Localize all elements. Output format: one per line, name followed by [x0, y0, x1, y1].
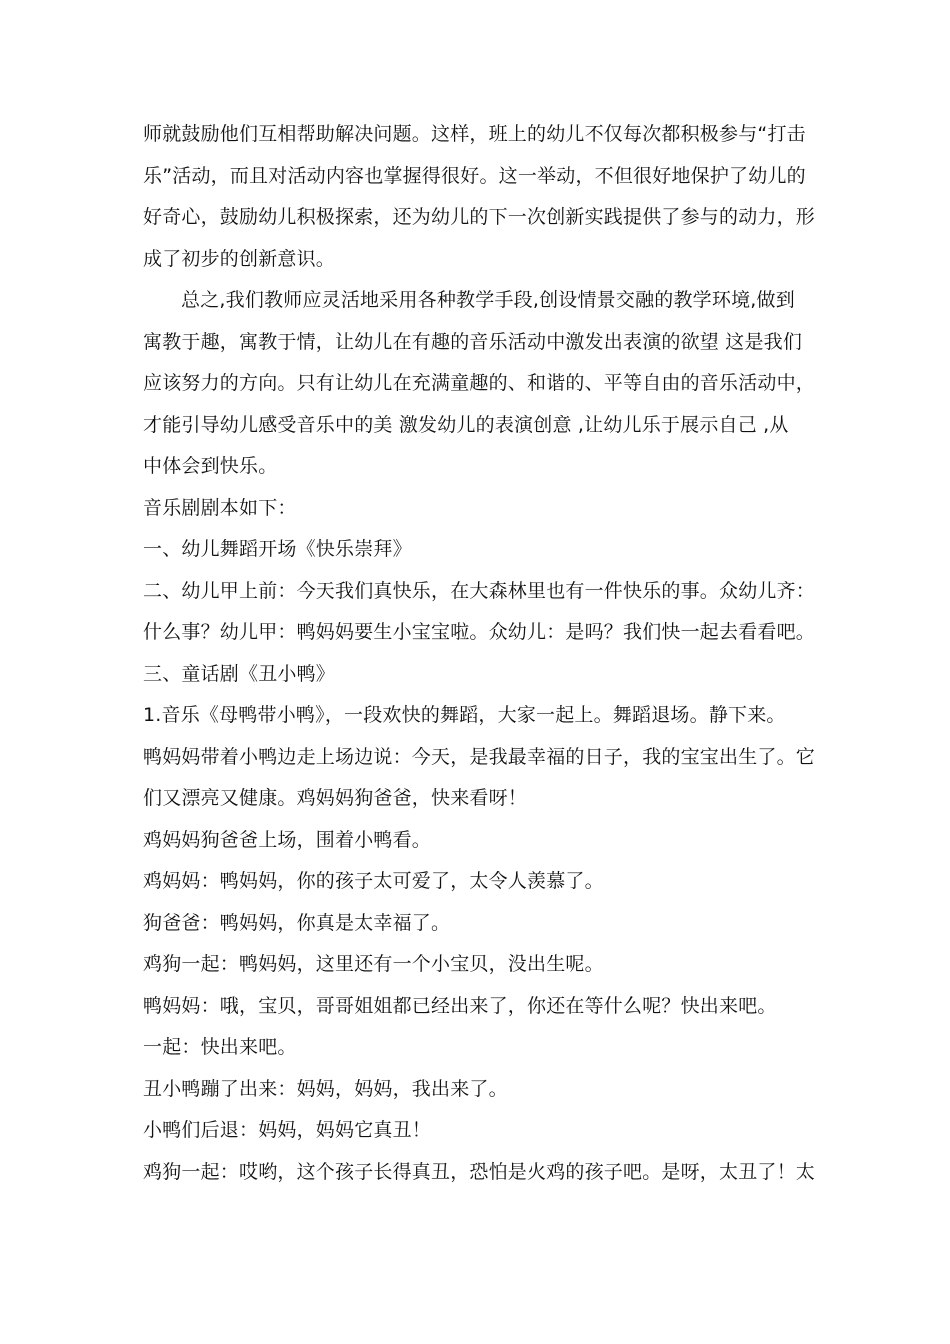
script-heading: 音乐剧剧本如下：: [143, 496, 297, 519]
text-line-4: 成了初步的创新意识。: [143, 247, 336, 270]
script-line-3: 们又漂亮又健康。鸡妈妈狗爸爸，快来看呀！: [143, 787, 528, 809]
section-1-heading: 一、幼儿舞蹈开场《快乐崇拜》: [143, 538, 412, 560]
text-line-5: 总之,我们教师应灵活地采用各种教学手段,创设情景交融的教学环境,做到: [181, 289, 795, 311]
script-line-7: 鸡狗一起：鸭妈妈，这里还有一个小宝贝，没出生呢。: [143, 953, 604, 975]
text-line-7: 应该努力的方向。只有让幼儿在充满童趣的、和谐的、平等自由的音乐活动中，: [143, 372, 816, 394]
text-line-2: 乐”活动，而且对活动内容也掌握得很好。这一举动，不但很好地保护了幼儿的: [143, 164, 806, 187]
section-2-line-1: 二、幼儿甲上前：今天我们真快乐，在大森林里也有一件快乐的事。众幼儿齐：: [143, 579, 816, 602]
text-line-1: 师就鼓励他们互相帮助解决问题。这样，班上的幼儿不仅每次都积极参与“打击: [143, 123, 806, 145]
script-line-11: 小鸭们后退：妈妈，妈妈它真丑！: [143, 1119, 432, 1141]
script-line-6: 狗爸爸：鸭妈妈，你真是太幸福了。: [143, 911, 451, 934]
script-line-1: 1.音乐《母鸭带小鸭》，一段欢快的舞蹈，大家一起上。舞蹈退场。静下来。: [143, 704, 786, 726]
text-line-6: 寓教于趣，寓教于情，让幼儿在有趣的音乐活动中激发出表演的欲望 这是我们: [143, 330, 803, 353]
script-line-2: 鸭妈妈带着小鸭边走上场边说：今天，是我最幸福的日子，我的宝宝出生了。它: [143, 745, 816, 768]
script-line-12: 鸡狗一起：哎哟，这个孩子长得真丑，恐怕是火鸡的孩子吧。是呀，太丑了！太: [143, 1160, 816, 1183]
section-2-line-2: 什么事？幼儿甲：鸭妈妈要生小宝宝啦。众幼儿：是吗？我们快一起去看看吧。: [143, 621, 816, 643]
script-line-10: 丑小鸭蹦了出来：妈妈，妈妈，我出来了。: [143, 1077, 508, 1100]
section-3-heading: 三、童话剧《丑小鸭》: [143, 662, 336, 685]
text-line-8: 才能引导幼儿感受音乐中的美 激发幼儿的表演创意 ,让幼儿乐于展示自己 ,从: [143, 413, 789, 436]
script-line-5: 鸡妈妈：鸭妈妈，你的孩子太可爱了，太令人羡慕了。: [143, 870, 604, 892]
text-line-9: 中体会到快乐。: [143, 455, 278, 477]
script-line-4: 鸡妈妈狗爸爸上场，围着小鸭看。: [143, 828, 432, 851]
script-line-9: 一起：快出来吧。: [143, 1036, 297, 1058]
script-line-8: 鸭妈妈：哦，宝贝，哥哥姐姐都已经出来了，你还在等什么呢？快出来吧。: [143, 994, 777, 1017]
document-page: [143, 114, 843, 1193]
text-line-3: 好奇心，鼓励幼儿积极探索，还为幼儿的下一次创新实践提供了参与的动力，形: [143, 206, 816, 228]
